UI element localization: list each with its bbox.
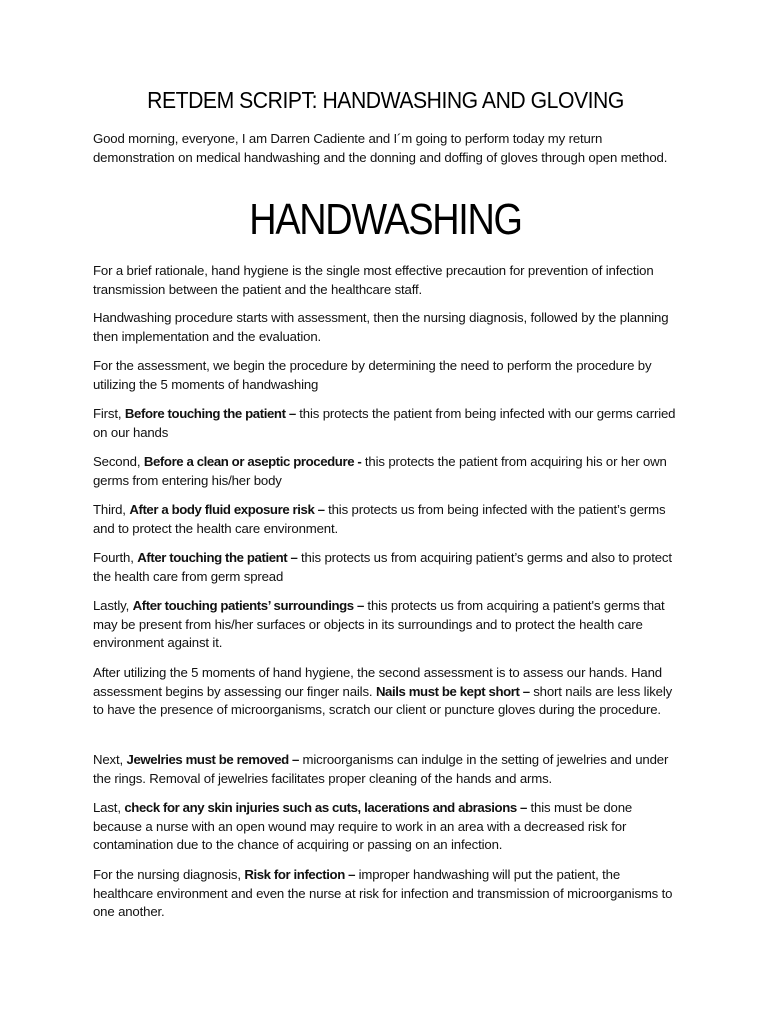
hand-assessment-paragraph (93, 664, 678, 720)
diagnosis-title: Risk for infection – (244, 867, 356, 882)
hand-assessment-title: Nails must be kept short – (375, 683, 530, 699)
rationale-paragraph: For a brief rationale, hand hygiene is the single most effective precaution for prevention of infection transmission between the patient and the healthcare staff. (93, 263, 654, 297)
moment-text: this protects the patient from acquiring his or her own germs from entering his/her body (93, 454, 667, 488)
section-heading-handwashing: HANDWASHING (249, 195, 522, 244)
moment-prefix: Third, (93, 502, 130, 517)
moment-title: After touching patients’ surroundings – (132, 598, 364, 613)
moment-first-paragraph (93, 405, 678, 442)
moment-text: this protects us from acquiring a patient's germs that may be present from his/her surfaces or objects in its surroundings and to protect the health care environment against it. (93, 598, 665, 650)
moment-title: Before touching the patient – (124, 406, 296, 421)
moment-text: this protects us from acquiring patient’s germs and also to protect the health care from germ spread (93, 550, 672, 584)
moment-title: Before a clean or aseptic procedure - (143, 454, 362, 469)
diagnosis-paragraph (93, 866, 678, 922)
skin-check-text: this must be done because a nurse with an open wound may require to work in an area with a decreased risk for contamination due to the chance of acquiring or passing on an infection. (93, 800, 633, 852)
jewelries-title: Jewelries must be removed – (126, 752, 299, 767)
moment-second-paragraph (93, 453, 678, 490)
moment-prefix: Fourth, (93, 550, 138, 565)
moment-lastly-paragraph (93, 597, 678, 653)
skin-check-paragraph (93, 799, 678, 855)
diagnosis-text: improper handwashing will put the patient, the healthcare environment and even the nurse at risk for infection and transmission of microorganisms to one another. (93, 867, 673, 919)
moment-prefix: Lastly, (93, 598, 133, 613)
jewelries-paragraph (93, 751, 678, 788)
hand-assessment-text-after: short nails are less likely to have the presence of microorganisms, scratch our client or puncture gloves during the procedure. (93, 683, 673, 717)
jewelries-prefix: Next, (93, 752, 127, 767)
skin-check-title: check for any skin injuries such as cuts, lacerations and abrasions – (124, 800, 527, 815)
jewelries-text: microorganisms can indulge in the setting of jewelries and under the rings. Removal of jewelries facilitates proper cleaning of the hands and arms. (93, 752, 669, 786)
procedure-overview-paragraph: Handwashing procedure starts with assessment, then the nursing diagnosis, followed by the planning then implementation and the evaluation. (93, 310, 669, 344)
document-title: RETDEM SCRIPT: HANDWASHING AND GLOVING (147, 87, 624, 113)
moment-prefix: First, (93, 406, 125, 421)
moment-text: this protects the patient from being infected with our germs carried on our hands (93, 406, 676, 440)
moment-title: After touching the patient – (137, 550, 298, 565)
hand-assessment-text: After utilizing the 5 moments of hand hygiene, the second assessment is to assess our hands. Hand assessment begins by assessing our finger nails. (93, 665, 662, 699)
moment-prefix: Second, (93, 454, 144, 469)
moment-text: this protects us from being infected with the patient’s germs and to protect the health care environment. (93, 502, 666, 536)
moment-third-paragraph (93, 501, 678, 538)
assessment-intro-paragraph: For the assessment, we begin the procedure by determining the need to perform the procedure by utilizing the 5 moments of handwashing (93, 358, 652, 392)
skin-check-prefix: Last, (93, 800, 125, 815)
moment-fourth-paragraph (93, 549, 678, 586)
intro-paragraph: Good morning, everyone, I am Darren Cadiente and I´m going to perform today my return demonstration on medical handwashing and the donning and doffing of gloves through open method. (93, 131, 668, 165)
diagnosis-prefix: For the nursing diagnosis, (93, 867, 245, 882)
moment-title: After a body fluid exposure risk – (129, 502, 325, 517)
